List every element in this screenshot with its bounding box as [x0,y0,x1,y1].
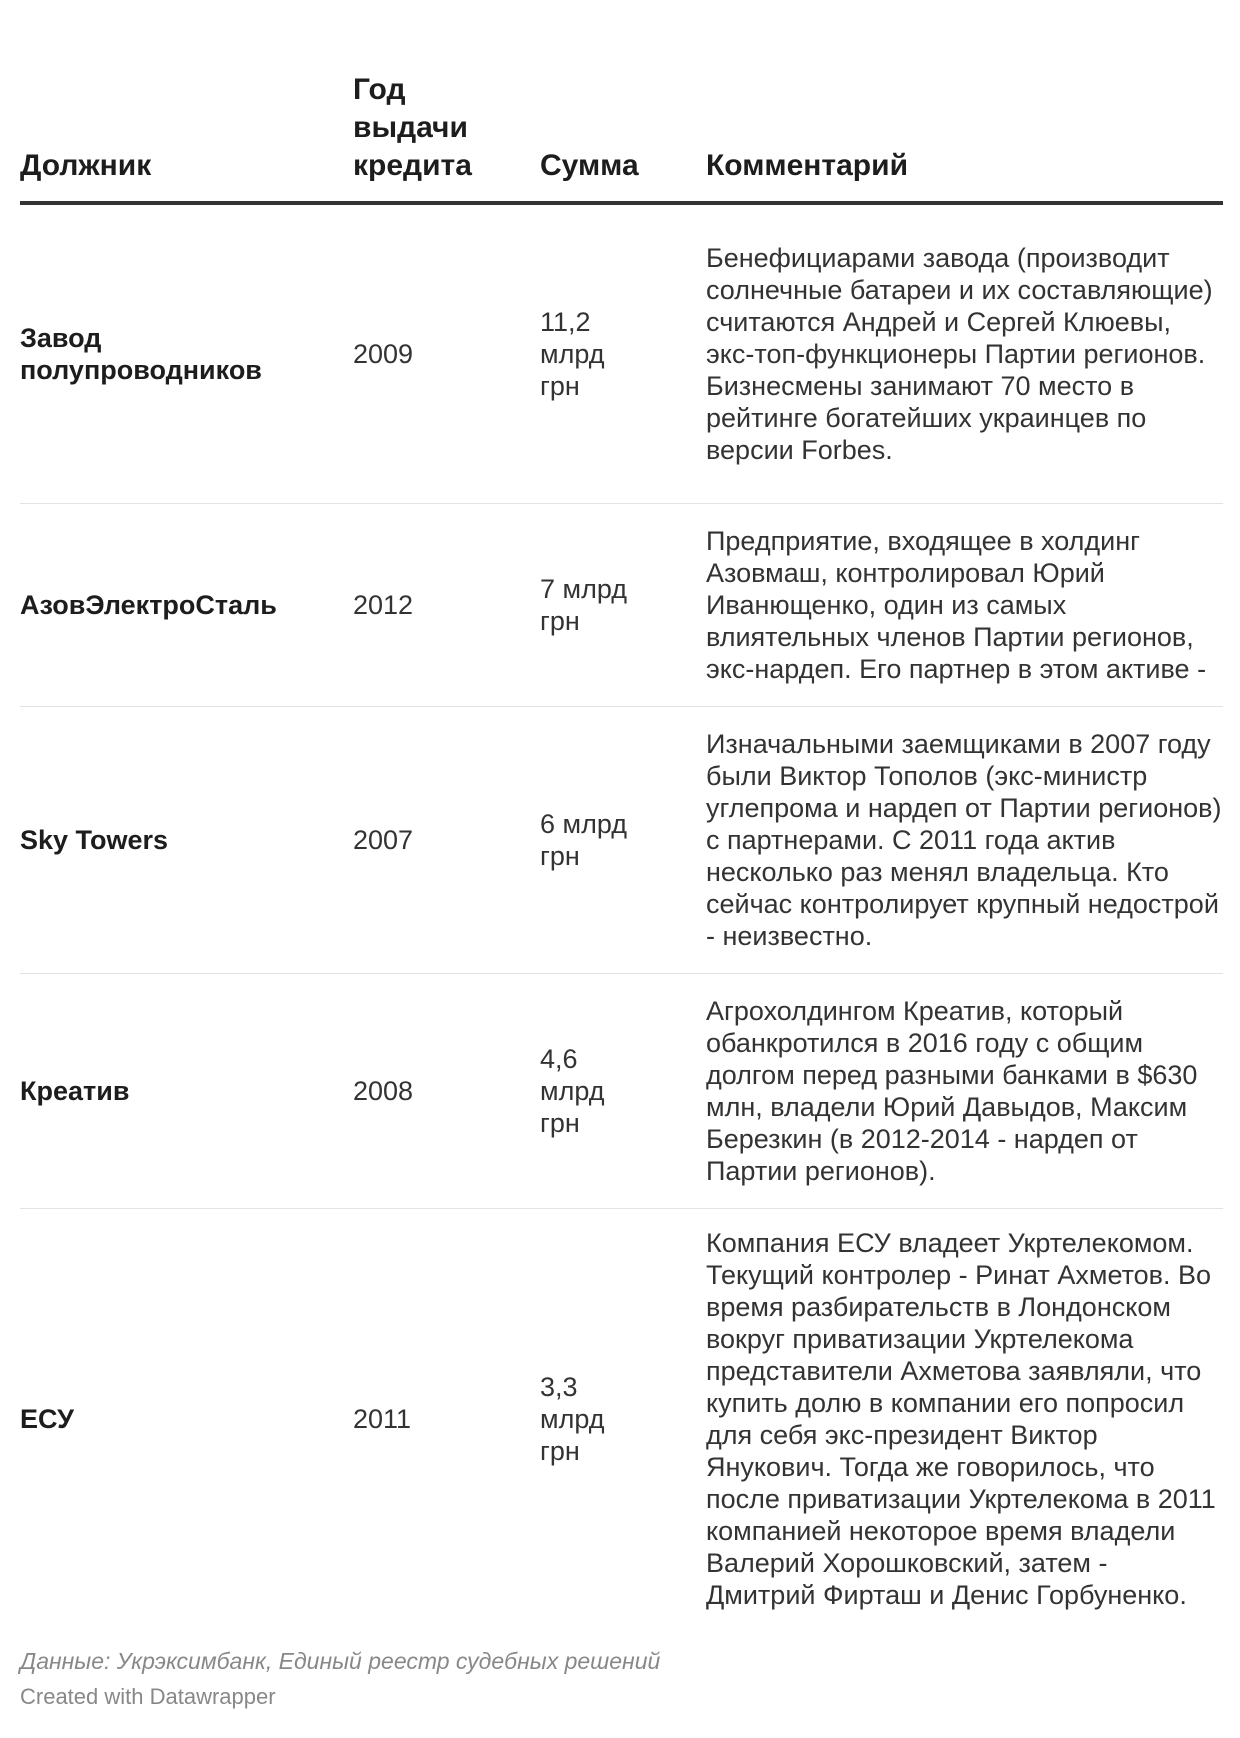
cell-comment: Предприятие, входящее в холдинг Азовмаш, контролировал Юрий Иванющенко, один из самых влиятельных членов Партии регионов, экс-нардеп. Его партнер в этом активе - [706,504,1223,707]
table-header-row [20,0,1223,203]
data-table-container [20,0,1223,1629]
data-source-note: Данные: Укрэксимбанк, Единый реестр судебных решений [20,1648,661,1674]
header-year[interactable]: Год выдачи кредита [353,0,540,203]
cell-amount: 11,2 млрд грн [540,203,706,504]
cell-year: 2009 [353,203,540,504]
table-row [20,974,1223,1209]
cell-comment: Изначальными заемщиками в 2007 году были Виктор Тополов (экс-министр углепрома и нардеп от Партии регионов) с партнерами. С 2011 года актив несколько раз менял владельца. Кто сейчас контролирует крупный недострой - неизвестно. [706,707,1223,974]
credit-debtors-table [20,0,1223,1629]
cell-debtor: АзовЭлектроСталь [20,504,353,707]
cell-year: 2012 [353,504,540,707]
header-debtor[interactable]: Должник [20,0,353,203]
cell-year: 2008 [353,974,540,1209]
cell-debtor: ЕСУ [20,1404,74,1434]
cell-debtor: Sky Towers [20,707,353,974]
table-row [20,504,1223,707]
header-comment[interactable]: Комментарий [706,0,1223,203]
cell-comment: Бенефициарами завода (производит солнечные батареи и их составляющие) считаются Андрей и Сергей Клюевы, экс-топ-функционеры Партии регионов. Бизнесмены занимают 70 место в рейтинге богатейших украинцев по версии Forbes. [706,203,1223,504]
table-row [20,203,1223,504]
cell-debtor: Креатив [20,974,353,1209]
table-row [20,1209,1223,1630]
table-row [20,707,1223,974]
cell-comment: Агрохолдингом Креатив, который обанкротился в 2016 году с общим долгом перед разными банками в $630 млн, владели Юрий Давыдов, Максим Березкин (в 2012-2014 - нардеп от Партии регионов). [706,974,1223,1209]
cell-amount: 3,3 млрд грн [540,1372,605,1466]
cell-debtor: Завод полупроводников [20,203,353,504]
cell-amount: 7 млрд грн [540,504,706,707]
table-footer [20,1646,1220,1712]
cell-comment: Компания ЕСУ владеет Укртелекомом. Текущий контролер - Ринат Ахметов. Во время разбирательств в Лондонском вокруг приватизации Укртелекома представители Ахметова заявляли, что купить долю в компании его попросил для себя экс-президент Виктор Янукович. Тогда же говорилось, что после приватизации Укртелекома в 2011 компанией некоторое время владели Валерий Хорошковский, затем - Дмитрий Фирташ и Денис Горбуненко. [706,1228,1216,1610]
cell-year: 2007 [353,707,540,974]
cell-amount: 4,6 млрд грн [540,974,706,1209]
cell-amount: 6 млрд грн [540,707,706,974]
cell-year: 2011 [353,1404,412,1434]
datawrapper-credit-link[interactable]: Created with Datawrapper [20,1684,276,1709]
header-amount[interactable]: Сумма [540,0,706,203]
